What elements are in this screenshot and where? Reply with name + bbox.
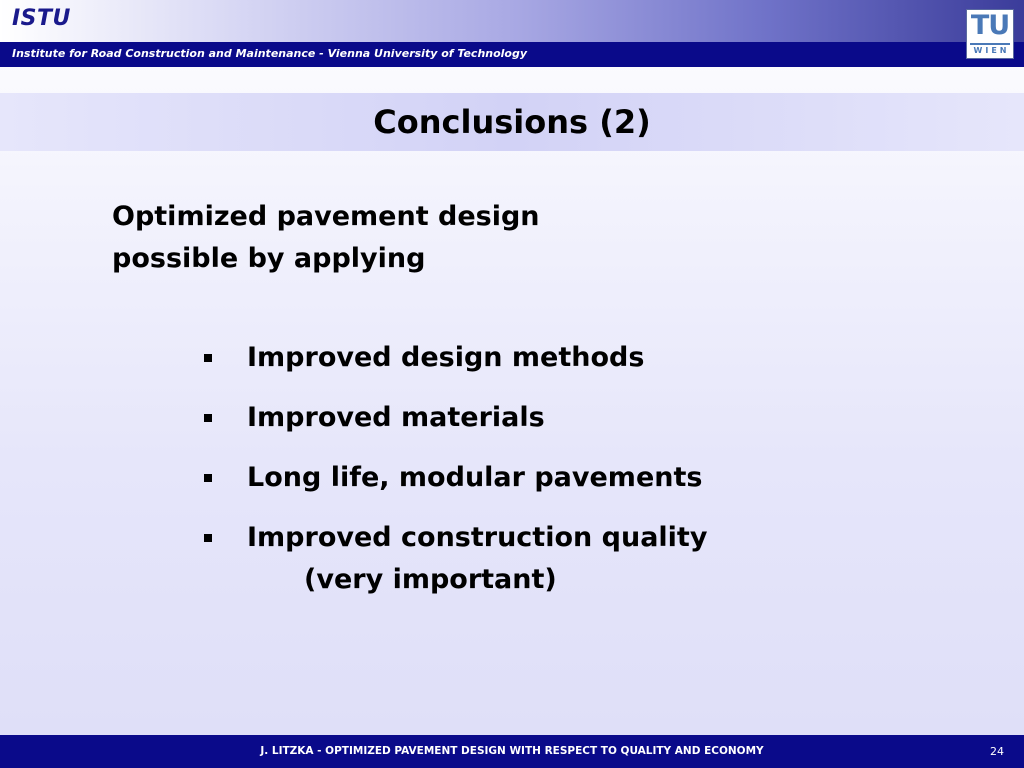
- square-bullet-icon: [204, 414, 212, 422]
- bullet-text: Improved materials: [247, 402, 545, 433]
- intro-text: [112, 196, 540, 280]
- logo-letters: TU: [970, 10, 1010, 41]
- title-band: [0, 93, 1024, 151]
- footer-bar: [0, 735, 1024, 768]
- tu-wien-logo: [966, 9, 1014, 59]
- bullet-continuation: (very important): [304, 564, 557, 595]
- slide-title: Conclusions (2): [373, 103, 651, 141]
- logo-subtext: WIEN: [973, 46, 1010, 55]
- institute-acronym: ISTU: [12, 6, 71, 31]
- institute-bar: [0, 42, 1024, 67]
- square-bullet-icon: [204, 474, 212, 482]
- intro-line-1: Optimized pavement design: [112, 201, 540, 232]
- footer-text: J. LITZKA - OPTIMIZED PAVEMENT DESIGN WITH RESPECT TO QUALITY AND ECONOMY: [260, 745, 764, 757]
- square-bullet-icon: [204, 534, 212, 542]
- page-number: 24: [990, 745, 1004, 758]
- intro-line-2: possible by applying: [112, 243, 426, 274]
- logo-divider: [970, 43, 1010, 45]
- bullet-text: Improved construction quality: [247, 522, 708, 553]
- square-bullet-icon: [204, 354, 212, 362]
- header-gradient-band: [0, 0, 1024, 42]
- institute-name: Institute for Road Construction and Maintenance - Vienna University of Technology: [12, 47, 528, 60]
- bullet-text: Long life, modular pavements: [247, 462, 703, 493]
- bullet-text: Improved design methods: [247, 342, 645, 373]
